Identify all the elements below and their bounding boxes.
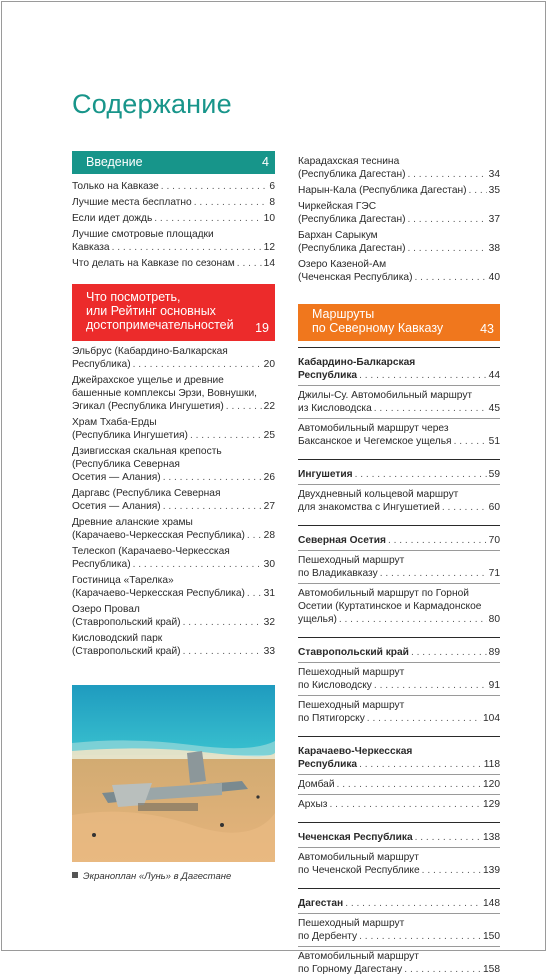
dot-leader [247, 587, 262, 600]
routes-entries [298, 347, 500, 976]
entry-page-number: 33 [263, 646, 275, 657]
toc-entry[interactable] [72, 445, 275, 484]
entry-title-line: Телескоп (Карачаево-Черкесская [72, 546, 230, 557]
entry-page-number: 38 [488, 243, 500, 254]
entry-last-line [298, 712, 500, 725]
toc-entry[interactable] [72, 374, 275, 413]
entry-title-line: по Дербенту [298, 931, 358, 942]
toc-entry[interactable] [298, 583, 500, 626]
entry-last-line [298, 798, 500, 811]
entry-title-line: (Республика Дагестан) [298, 169, 406, 180]
entry-title-line: (Республика Ингушетия) [72, 430, 188, 441]
entry-page-number: 20 [263, 359, 275, 370]
toc-entry[interactable] [72, 228, 275, 254]
section-page: 19 [255, 321, 269, 335]
entry-last-line [298, 534, 500, 547]
toc-entry[interactable] [298, 184, 500, 197]
entry-last-line [298, 930, 500, 943]
entry-title-line: Чиркейская ГЭС [298, 201, 377, 212]
entry-title-line: Лучшие смотровые площадки [72, 229, 214, 240]
entry-last-line [72, 257, 275, 270]
toc-entry[interactable] [72, 416, 275, 442]
entry-title-line: из Кисловодска [298, 403, 372, 414]
entry-page-number: 138 [483, 832, 500, 843]
entry-last-line [298, 897, 500, 910]
dot-leader [407, 242, 486, 255]
caption-text: Экраноплан «Лунь» в Дагестане [83, 871, 232, 882]
entry-title-line: Пешеходный маршрут [298, 700, 405, 711]
entry-title-line: Озеро Провал [72, 604, 140, 615]
entry-last-line [298, 435, 500, 448]
toc-region-entry[interactable] [298, 745, 500, 771]
entry-page-number: 27 [263, 501, 275, 512]
entry-last-line [298, 778, 500, 791]
toc-entry[interactable] [298, 229, 500, 255]
entry-title-line: (Ставропольский край) [72, 617, 181, 628]
entry-page-number: 71 [488, 568, 500, 579]
entry-title-line: Озеро Казеной-Ам [298, 259, 387, 270]
dot-leader [337, 778, 481, 791]
toc-entry[interactable] [72, 196, 275, 209]
intro-entries [72, 180, 275, 270]
entry-last-line [298, 831, 500, 844]
entry-title-line: для знакомства с Ингушетией [298, 502, 440, 513]
route-region-block [298, 637, 500, 725]
route-region-block [298, 822, 500, 877]
entry-last-line [72, 180, 275, 193]
sights-continued-entries [298, 155, 500, 284]
dot-leader [247, 529, 262, 542]
entry-page-number: 89 [488, 647, 500, 658]
entry-title-line: (Ставропольский край) [72, 646, 181, 657]
entry-page-number: 28 [263, 530, 275, 541]
entry-last-line [72, 587, 275, 600]
entry-page-number: 120 [483, 779, 500, 790]
dot-leader [422, 864, 481, 877]
entry-title-line: Дагестан [298, 898, 344, 909]
entry-title-line: Дзивгисская скальная крепость [72, 446, 222, 457]
route-region-block [298, 525, 500, 626]
toc-entry[interactable] [72, 345, 275, 371]
entry-title-line: Эльбрус (Кабардино-Балкарская [72, 346, 228, 357]
toc-entry[interactable] [298, 847, 500, 877]
entry-last-line [298, 679, 500, 692]
toc-region-entry[interactable] [298, 646, 500, 659]
entry-page-number: 31 [263, 588, 275, 599]
dot-leader [133, 358, 262, 371]
entry-last-line [72, 645, 275, 658]
section-title-line: достопримечательностей [86, 318, 234, 332]
toc-region-entry[interactable] [298, 356, 500, 382]
entry-title-line: Пешеходный маршрут [298, 555, 405, 566]
toc-entry[interactable] [298, 550, 500, 580]
entry-last-line [298, 242, 500, 255]
entry-page-number: 40 [488, 272, 500, 283]
entry-title-line: Древние аланские храмы [72, 517, 193, 528]
entry-page-number: 34 [488, 169, 500, 180]
toc-entry[interactable] [298, 200, 500, 226]
entry-page-number: 44 [488, 370, 500, 381]
dot-leader [194, 196, 268, 209]
section-title-line: Что посмотреть, [86, 290, 181, 304]
toc-entry[interactable] [298, 794, 500, 811]
entry-last-line [298, 963, 500, 976]
toc-entry[interactable] [298, 662, 500, 692]
toc-entry[interactable] [72, 545, 275, 571]
entry-last-line [298, 501, 500, 514]
route-region-block [298, 347, 500, 448]
entry-title-line: Автомобильный маршрут [298, 951, 419, 962]
entry-page-number: 37 [488, 214, 500, 225]
entry-title-line: (Республика Дагестан) [298, 214, 406, 225]
entry-page-number: 129 [483, 799, 500, 810]
dot-leader [414, 271, 486, 284]
entry-page-number: 6 [269, 181, 275, 192]
entry-page-number: 60 [488, 502, 500, 513]
caption-bullet-icon [72, 872, 78, 878]
toc-entry[interactable] [298, 484, 500, 514]
entry-title-line: Бархан Сарыкум [298, 230, 378, 241]
toc-region-entry[interactable] [298, 468, 500, 481]
entry-title-line: Республика) [72, 559, 131, 570]
entry-title-line: (Карачаево-Черкесская Республика) [72, 588, 245, 599]
entry-title-line: Что делать на Кавказе по сезонам [72, 258, 235, 269]
entry-last-line [298, 758, 500, 771]
entry-last-line [298, 567, 500, 580]
entry-page-number: 104 [483, 713, 500, 724]
entry-last-line [298, 864, 500, 877]
entry-title-line: Кабардино-Балкарская [298, 357, 416, 368]
toc-entry[interactable] [72, 574, 275, 600]
entry-title-line: Нарын-Кала (Республика Дагестан) [298, 185, 467, 196]
entry-title-line: Республика) [72, 359, 131, 370]
dot-leader [183, 616, 262, 629]
entry-last-line [72, 429, 275, 442]
dot-leader [359, 369, 487, 382]
toc-entry[interactable] [72, 257, 275, 270]
dot-leader [411, 646, 487, 659]
dot-leader [329, 798, 481, 811]
entry-title-line: Республика [298, 759, 358, 770]
entry-last-line [72, 400, 275, 413]
entry-title-line: Двухдневный кольцевой маршрут [298, 489, 459, 500]
dot-leader [380, 567, 487, 580]
section-header-sights[interactable] [72, 284, 275, 341]
dot-leader [133, 558, 262, 571]
toc-entry[interactable] [72, 487, 275, 513]
entry-title-line: ущелья) [298, 614, 337, 625]
route-region-block [298, 888, 500, 976]
entry-last-line [72, 471, 275, 484]
entry-page-number: 70 [488, 535, 500, 546]
entry-title-line: Чеченская Республика [298, 832, 413, 843]
toc-region-entry[interactable] [298, 897, 500, 910]
entry-last-line [72, 358, 275, 371]
dot-leader [359, 758, 482, 771]
entry-title-line: Только на Кавказе [72, 181, 159, 192]
toc-entry[interactable] [298, 385, 500, 415]
entry-last-line [298, 213, 500, 226]
entry-title-line: (Республика Дагестан) [298, 243, 406, 254]
toc-region-entry[interactable] [298, 534, 500, 547]
photo-illustration [72, 685, 275, 862]
entry-page-number: 59 [488, 469, 500, 480]
entry-page-number: 25 [263, 430, 275, 441]
entry-last-line [72, 616, 275, 629]
entry-page-number: 30 [263, 559, 275, 570]
toc-entry[interactable] [298, 258, 500, 284]
dot-leader [407, 213, 486, 226]
toc-entry[interactable] [298, 946, 500, 976]
entry-title-line: Гостиница «Тарелка» [72, 575, 174, 586]
entry-page-number: 150 [483, 931, 500, 942]
entry-last-line [298, 468, 500, 481]
route-region-block [298, 736, 500, 811]
entry-title-line: Ингушетия [298, 469, 353, 480]
entry-last-line [298, 369, 500, 382]
dot-leader [407, 168, 486, 181]
entry-last-line [72, 241, 275, 254]
dot-leader [190, 429, 262, 442]
entry-title-line: по Владикавказу [298, 568, 378, 579]
dot-leader [112, 241, 262, 254]
section-title-line: по Северному Кавказу [312, 321, 444, 335]
toc-entry[interactable] [298, 774, 500, 791]
entry-page-number: 8 [269, 197, 275, 208]
entry-page-number: 118 [483, 759, 500, 770]
entry-page-number: 22 [263, 401, 275, 412]
dot-leader [415, 831, 481, 844]
dot-leader [374, 679, 487, 692]
entry-page-number: 158 [483, 964, 500, 975]
entry-page-number: 32 [263, 617, 275, 628]
entry-page-number: 14 [263, 258, 275, 269]
entry-page-number: 148 [483, 898, 500, 909]
dot-leader [404, 963, 481, 976]
dot-leader [359, 930, 481, 943]
entry-title-line: Пешеходный маршрут [298, 667, 405, 678]
dot-leader [355, 468, 487, 481]
toc-region-entry[interactable] [298, 831, 500, 844]
entry-title-line: Джилы-Су. Автомобильный маршрут [298, 390, 473, 401]
dot-leader [154, 212, 261, 225]
entry-title-line: (Чеченская Республика) [298, 272, 413, 283]
entry-title-line: Осетии (Куртатинское и Кармадонское [298, 601, 482, 612]
route-region-block [298, 459, 500, 514]
dot-leader [345, 897, 481, 910]
entry-title-line: Пешеходный маршрут [298, 918, 405, 929]
entry-last-line [298, 184, 500, 197]
entry-last-line [72, 558, 275, 571]
entry-last-line [298, 646, 500, 659]
entry-title-line: Северная Осетия [298, 535, 386, 546]
section-title-line: Маршруты [312, 307, 375, 321]
entry-last-line [298, 168, 500, 181]
dot-leader [388, 534, 487, 547]
toc-entry[interactable] [72, 603, 275, 629]
dot-leader [374, 402, 487, 415]
entry-page-number: 10 [263, 213, 275, 224]
entry-last-line [72, 500, 275, 513]
section-page: 4 [262, 155, 269, 169]
entry-title-line: Лучшие места бесплатно [72, 197, 192, 208]
entry-title-line: Автомобильный маршрут через [298, 423, 449, 434]
entry-title-line: Автомобильный маршрут по Горной [298, 588, 469, 599]
photo-ekranoplan [72, 685, 275, 862]
page-title: Содержание [72, 89, 232, 119]
entry-title-line: Осетия — Алания) [72, 501, 161, 512]
section-title: Введение [86, 155, 143, 169]
dot-leader [339, 613, 487, 626]
entry-page-number: 91 [488, 680, 500, 691]
entry-title-line: Автомобильный маршрут [298, 852, 419, 863]
dot-leader [161, 180, 268, 193]
dot-leader [367, 712, 481, 725]
section-title-line: или Рейтинг основных [86, 304, 216, 318]
entry-title-line: Домбай [298, 779, 335, 790]
entry-title-line: башенные комплексы Эрзи, Вовнушки, [72, 388, 258, 399]
dot-leader [163, 471, 262, 484]
entry-title-line: по Пятигорску [298, 713, 365, 724]
right-column [298, 155, 500, 979]
entry-page-number: 35 [488, 185, 500, 196]
entry-title-line: по Горному Дагестану [298, 964, 403, 975]
entry-last-line [298, 402, 500, 415]
entry-title-line: Джейрахское ущелье и древние [72, 375, 224, 386]
entry-page-number: 80 [488, 614, 500, 625]
entry-title-line: Архыз [298, 799, 328, 810]
toc-entry[interactable] [298, 155, 500, 181]
entry-last-line [72, 196, 275, 209]
entry-page-number: 139 [483, 865, 500, 876]
entry-title-line: (Карачаево-Черкесская Республика) [72, 530, 245, 541]
dot-leader [442, 501, 487, 514]
entry-last-line [72, 529, 275, 542]
left-column [72, 151, 275, 661]
toc-entry[interactable] [72, 632, 275, 658]
photo-caption [72, 871, 231, 882]
toc-entry[interactable] [298, 418, 500, 448]
dot-leader [237, 257, 262, 270]
toc-entry[interactable] [72, 180, 275, 193]
entry-title-line: Кисловодский парк [72, 633, 163, 644]
entry-title-line: Карачаево-Черкесская [298, 746, 413, 757]
entry-title-line: Баксанское и Чегемское ущелья [298, 436, 452, 447]
entry-page-number: 12 [263, 242, 275, 253]
entry-title-line: (Республика Северная [72, 459, 180, 470]
section-page: 43 [480, 322, 494, 336]
entry-title-line: Республика [298, 370, 358, 381]
entry-last-line [298, 271, 500, 284]
dot-leader [163, 500, 262, 513]
entry-title-line: по Кисловодску [298, 680, 372, 691]
entry-title-line: Даргавс (Республика Северная [72, 488, 221, 499]
entry-title-line: Храм Тхаба-Ерды [72, 417, 157, 428]
dot-leader [469, 184, 487, 197]
dot-leader [226, 400, 262, 413]
entry-title-line: Эгикал (Республика Ингушетия) [72, 401, 224, 412]
entry-title-line: по Чеченской Республике [298, 865, 420, 876]
entry-last-line [72, 212, 275, 225]
entry-title-line: Осетия — Алания) [72, 472, 161, 483]
entry-last-line [298, 613, 500, 626]
entry-title-line: Если идет дождь [72, 213, 153, 224]
sights-entries [72, 345, 275, 658]
section-header-routes[interactable] [298, 304, 500, 341]
entry-title-line: Карадахская теснина [298, 156, 400, 167]
entry-page-number: 26 [263, 472, 275, 483]
entry-page-number: 51 [488, 436, 500, 447]
entry-page-number: 45 [488, 403, 500, 414]
toc-entry[interactable] [72, 516, 275, 542]
toc-entry[interactable] [72, 212, 275, 225]
section-header-intro[interactable] [72, 151, 275, 174]
dot-leader [454, 435, 487, 448]
entry-title-line: Кавказа [72, 242, 110, 253]
entry-title-line: Ставропольский край [298, 647, 409, 658]
toc-entry[interactable] [298, 913, 500, 943]
dot-leader [183, 645, 262, 658]
toc-entry[interactable] [298, 695, 500, 725]
